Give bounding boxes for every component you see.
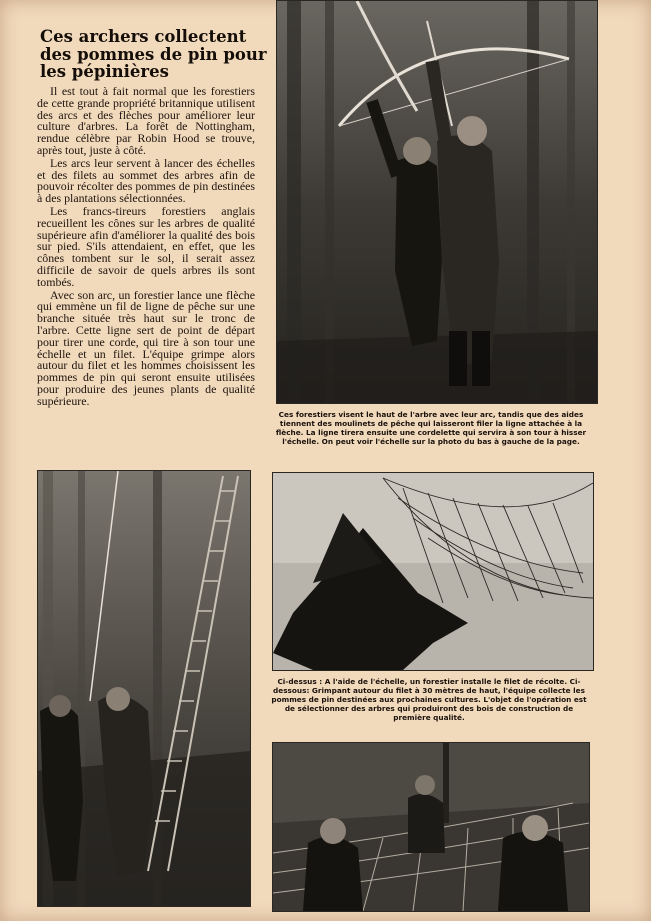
harvest-photo-image bbox=[273, 743, 589, 911]
article-paragraph: Les arcs leur servent à lancer des échelles et des filets au sommet des arbres afin de pouvoir récolter des pommes de pin destinées à des plantations sélectionnées. bbox=[37, 155, 255, 206]
archers-photo-image bbox=[277, 1, 597, 403]
article-paragraph: Il est tout à fait normal que les forestiers de cette grande propriété britannique utilisent des arcs et des flèches pour améliorer leur culture d'arbres. La forêt de Nottingham, rendue célèbre par Robin Hood se trouve, après tout, juste à côté. bbox=[37, 84, 255, 157]
photo-net bbox=[272, 472, 594, 671]
photo-archers bbox=[276, 0, 598, 404]
photo-harvest bbox=[272, 742, 590, 912]
caption-archers: Ces forestiers visent le haut de l'arbre avec leur arc, tandis que des aides tiennent des moulinets de pêche qui laisseront filer la ligne attachée à la flèche. La ligne tirera ensuite une cordelette qui servira à son tour à hisser l'échelle. On peut voir l'échelle sur la photo du bas à gauche de la page. bbox=[275, 410, 587, 446]
photo-ladder bbox=[37, 470, 251, 907]
ladder-photo-image bbox=[38, 471, 250, 906]
article-headline: Ces archers collectent des pommes de pin pour les pépinières bbox=[40, 27, 267, 81]
article-paragraph: Avec son arc, un forestier lance une flèche qui emmène un fil de ligne de pêche sur une branche située très haut sur le tronc de l'arbre. Cette ligne sert de point de départ pour tirer une corde, qui tire à son tour une échelle et un filet. L'équipe grimpe alors autour du filet et les hommes choisissent les pommes de pin qui seront ensuite utilisées pour produire des jeunes plants de qualité supérieure. bbox=[37, 287, 255, 408]
article-body bbox=[37, 86, 255, 409]
net-photo-image bbox=[273, 473, 593, 670]
article-paragraph: Les francs-tireurs forestiers anglais recueillent les cônes sur les arbres de qualité supérieure afin d'améliorer la qualité des bois sur pied. S'ils attendaient, en effet, que les cônes tombent sur le sol, il serait assez difficile de savoir de quels arbres ils sont tombés. bbox=[37, 203, 255, 289]
caption-net-and-harvest: Ci-dessus : A l'aide de l'échelle, un forestier installe le filet de récolte. Ci-dessous: Grimpant autour du filet à 30 mètres de haut, l'équipe collecte les pommes de pin destinées aux prochaines cultures. L'objet de l'opération est de sélectionner des arbres qui produiront des bois de construction de première qualité. bbox=[271, 677, 587, 722]
